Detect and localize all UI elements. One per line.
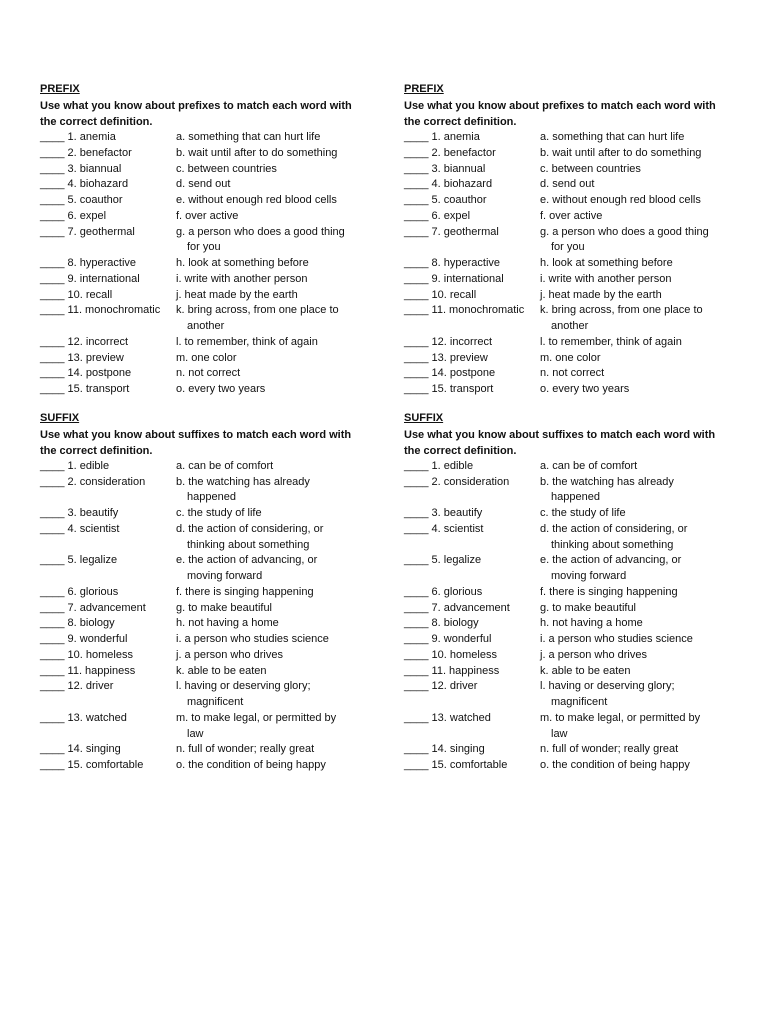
match-row	[40, 522, 370, 554]
match-row	[404, 162, 734, 178]
match-word: ____ 9. international	[404, 272, 504, 285]
match-row	[40, 475, 370, 507]
match-row	[404, 616, 734, 632]
definition-line: o. every two years	[176, 383, 266, 395]
match-word: ____ 15. transport	[404, 383, 494, 395]
definition-line: k. able to be eaten	[176, 664, 267, 677]
match-row	[40, 553, 370, 585]
match-word: ____ 1. edible	[404, 459, 474, 472]
match-row	[404, 553, 734, 585]
section-title: SUFFIX	[404, 411, 444, 424]
match-row	[404, 632, 734, 648]
definition-line: j. heat made by the earth	[176, 288, 298, 301]
match-word: ____ 8. hyperactive	[40, 257, 137, 269]
match-definition	[540, 742, 730, 758]
match-row	[404, 506, 734, 522]
match-definition	[176, 506, 366, 522]
match-word: ____ 6. expel	[404, 209, 471, 222]
definition-line: n. full of wonder; really great	[176, 743, 315, 756]
match-definition	[540, 585, 730, 601]
matching-section-prefix	[40, 82, 370, 398]
match-row	[40, 506, 370, 522]
definition-line: happened	[551, 491, 600, 504]
match-row	[40, 288, 370, 304]
match-definition	[176, 303, 366, 335]
definition-line: l. to remember, think of again	[540, 335, 682, 348]
definition-line: h. look at something before	[540, 257, 673, 269]
match-word: ____ 12. driver	[404, 680, 478, 693]
match-word: ____ 11. monochromatic	[40, 304, 161, 317]
definition-line: moving forward	[187, 570, 263, 582]
match-definition	[176, 679, 366, 711]
definition-line: c. between countries	[540, 162, 641, 175]
definition-line: k. able to be eaten	[540, 664, 631, 677]
match-row	[404, 225, 734, 257]
definition-line: happened	[187, 491, 236, 504]
definition-line: a. can be of comfort	[176, 459, 274, 472]
match-definition	[176, 162, 366, 178]
match-word: ____ 10. recall	[404, 288, 477, 301]
match-word: ____ 5. coauthor	[404, 194, 487, 206]
definition-line: h. not having a home	[176, 617, 279, 630]
match-row	[404, 177, 734, 193]
match-definition	[176, 351, 366, 367]
match-word: ____ 12. incorrect	[40, 335, 129, 348]
match-definition	[540, 366, 730, 382]
match-word: ____ 15. comfortable	[404, 759, 508, 771]
match-word: ____ 9. wonderful	[404, 633, 492, 645]
match-definition	[540, 522, 730, 554]
match-word: ____ 4. biohazard	[404, 178, 493, 191]
match-row	[404, 272, 734, 288]
match-word: ____ 15. comfortable	[40, 759, 144, 771]
match-word: ____ 12. incorrect	[404, 335, 493, 348]
match-definition	[540, 225, 730, 257]
match-definition	[176, 256, 366, 272]
section-title: PREFIX	[40, 83, 80, 95]
match-row	[40, 130, 370, 146]
match-definition	[176, 742, 366, 758]
definition-line: law	[551, 727, 568, 740]
match-row	[404, 459, 734, 475]
match-row	[40, 382, 370, 398]
definition-line: g. to make beautiful	[540, 601, 637, 614]
match-row	[40, 162, 370, 178]
match-definition	[176, 146, 366, 162]
match-word: ____ 5. coauthor	[40, 194, 123, 206]
match-row	[404, 351, 734, 367]
match-definition	[540, 193, 730, 209]
match-word: ____ 8. hyperactive	[404, 257, 501, 269]
match-row	[40, 366, 370, 382]
match-definition	[176, 648, 366, 664]
match-word: ____ 2. consideration	[40, 475, 146, 488]
worksheet-column-left	[40, 82, 370, 787]
definition-line: d. the action of considering, or	[540, 522, 688, 535]
match-definition	[176, 522, 366, 554]
match-word: ____ 14. singing	[40, 743, 121, 756]
match-definition	[540, 632, 730, 648]
match-row	[40, 225, 370, 257]
match-row	[40, 272, 370, 288]
match-definition	[176, 193, 366, 209]
match-row	[404, 256, 734, 272]
match-word: ____ 10. homeless	[40, 648, 133, 661]
match-word: ____ 7. advancement	[404, 601, 510, 614]
definition-line: o. every two years	[540, 383, 630, 395]
definition-line: moving forward	[551, 570, 627, 582]
match-definition	[540, 679, 730, 711]
definition-line: g. to make beautiful	[176, 601, 273, 614]
match-word: ____ 1. anemia	[40, 131, 116, 143]
match-row	[404, 303, 734, 335]
match-definition	[540, 382, 730, 398]
match-row	[40, 742, 370, 758]
match-definition	[176, 585, 366, 601]
definition-line: i. write with another person	[176, 272, 308, 285]
match-row	[40, 303, 370, 335]
match-row	[404, 209, 734, 225]
match-definition	[540, 177, 730, 193]
definition-line: f. there is singing happening	[540, 585, 678, 598]
definition-line: l. to remember, think of again	[176, 335, 318, 348]
match-definition	[540, 758, 730, 774]
definition-line: m. one color	[540, 351, 601, 364]
definition-line: j. a person who drives	[176, 648, 283, 661]
matching-section-suffix	[40, 411, 370, 774]
match-definition	[540, 209, 730, 225]
matching-section-suffix	[404, 411, 734, 774]
match-row	[404, 679, 734, 711]
match-word: ____ 3. beautify	[404, 507, 483, 519]
match-definition	[540, 648, 730, 664]
definition-line: e. without enough red blood cells	[540, 194, 701, 206]
match-word: ____ 11. monochromatic	[404, 304, 525, 317]
definition-line: b. wait until after to do something	[540, 146, 702, 159]
definition-line: b. the watching has already	[176, 475, 310, 488]
definition-line: law	[187, 727, 204, 740]
match-definition	[540, 130, 730, 146]
match-row	[40, 711, 370, 743]
match-row	[404, 585, 734, 601]
match-word: ____ 6. glorious	[404, 585, 483, 598]
match-word: ____ 11. happiness	[404, 664, 500, 677]
match-row	[40, 335, 370, 351]
match-row	[40, 664, 370, 680]
match-row	[40, 616, 370, 632]
match-row	[404, 130, 734, 146]
match-row	[40, 256, 370, 272]
definition-line: thinking about something	[187, 538, 310, 551]
match-row	[40, 146, 370, 162]
definition-line: i. write with another person	[540, 272, 672, 285]
match-word: ____ 14. singing	[404, 743, 485, 756]
section-instructions: Use what you know about suffixes to match each word with the correct definition.	[40, 428, 352, 457]
match-definition	[176, 209, 366, 225]
match-word: ____ 5. legalize	[40, 554, 118, 567]
definition-line: for you	[187, 241, 221, 254]
definition-line: magnificent	[187, 696, 244, 708]
definition-line: for you	[551, 241, 585, 254]
definition-line: c. the study of life	[176, 507, 262, 519]
match-definition	[176, 382, 366, 398]
match-word: ____ 5. legalize	[404, 554, 482, 567]
match-definition	[540, 335, 730, 351]
definition-line: c. between countries	[176, 162, 277, 175]
match-word: ____ 9. wonderful	[40, 633, 128, 645]
match-row	[40, 758, 370, 774]
match-word: ____ 11. happiness	[40, 664, 136, 677]
match-word: ____ 2. benefactor	[40, 146, 132, 159]
definition-line: a. can be of comfort	[540, 459, 638, 472]
match-definition	[176, 664, 366, 680]
definition-line: b. the watching has already	[540, 475, 674, 488]
match-row	[404, 522, 734, 554]
definition-line: j. heat made by the earth	[540, 288, 662, 301]
match-word: ____ 3. biannual	[40, 162, 122, 175]
definition-line: a. something that can hurt life	[176, 131, 321, 143]
definition-line: h. not having a home	[540, 617, 643, 630]
match-word: ____ 1. edible	[40, 459, 110, 472]
definition-line: m. one color	[176, 351, 237, 364]
match-row	[40, 459, 370, 475]
match-row	[404, 601, 734, 617]
match-word: ____ 7. advancement	[40, 601, 146, 614]
section-title: PREFIX	[404, 83, 444, 95]
match-definition	[176, 711, 366, 743]
definition-line: magnificent	[551, 696, 608, 708]
definition-line: l. having or deserving glory;	[176, 680, 311, 693]
definition-line: k. bring across, from one place to	[540, 304, 703, 317]
match-definition	[176, 130, 366, 146]
match-word: ____ 14. postpone	[404, 367, 496, 380]
definition-line: another	[187, 320, 225, 332]
match-row	[404, 193, 734, 209]
definition-line: thinking about something	[551, 538, 674, 551]
match-definition	[540, 601, 730, 617]
match-definition	[176, 459, 366, 475]
match-row	[404, 288, 734, 304]
definition-line: m. to make legal, or permitted by	[176, 711, 337, 724]
match-word: ____ 4. scientist	[40, 522, 120, 535]
match-row	[40, 193, 370, 209]
section-instructions: Use what you know about prefixes to match each word with the correct definition.	[40, 100, 352, 128]
match-word: ____ 3. biannual	[404, 162, 486, 175]
definition-line: n. not correct	[176, 367, 241, 380]
match-row	[40, 679, 370, 711]
match-row	[404, 758, 734, 774]
match-row	[404, 664, 734, 680]
match-definition	[176, 177, 366, 193]
match-row	[404, 335, 734, 351]
definition-line: g. a person who does a good thing	[176, 225, 345, 238]
match-row	[404, 366, 734, 382]
match-definition	[540, 553, 730, 585]
match-word: ____ 13. preview	[404, 351, 488, 364]
definition-line: f. over active	[540, 209, 603, 222]
match-word: ____ 15. transport	[40, 383, 130, 395]
definition-line: b. wait until after to do something	[176, 146, 338, 159]
match-row	[404, 711, 734, 743]
worksheet-column-right	[404, 82, 734, 787]
definition-line: d. the action of considering, or	[176, 522, 324, 535]
match-word: ____ 7. geothermal	[40, 225, 135, 238]
section-instructions: Use what you know about suffixes to match each word with the correct definition.	[404, 428, 716, 457]
match-definition	[540, 616, 730, 632]
match-word: ____ 2. benefactor	[404, 146, 496, 159]
match-row	[404, 146, 734, 162]
match-word: ____ 10. homeless	[404, 648, 497, 661]
definition-line: k. bring across, from one place to	[176, 304, 339, 317]
match-word: ____ 1. anemia	[404, 131, 480, 143]
definition-line: l. having or deserving glory;	[540, 680, 675, 693]
match-row	[404, 648, 734, 664]
match-row	[40, 177, 370, 193]
match-definition	[176, 272, 366, 288]
match-word: ____ 6. glorious	[40, 585, 119, 598]
matching-section-prefix	[404, 82, 734, 398]
definition-line: n. full of wonder; really great	[540, 743, 679, 756]
match-definition	[540, 351, 730, 367]
definition-line: f. over active	[176, 209, 239, 222]
match-definition	[176, 225, 366, 257]
section-title: SUFFIX	[40, 411, 80, 424]
match-row	[40, 601, 370, 617]
definition-line: o. the condition of being happy	[540, 759, 690, 771]
match-definition	[540, 664, 730, 680]
match-definition	[540, 711, 730, 743]
match-definition	[540, 256, 730, 272]
definition-line: h. look at something before	[176, 257, 309, 269]
match-definition	[176, 366, 366, 382]
definition-line: e. the action of advancing, or	[540, 554, 682, 567]
match-word: ____ 8. biology	[40, 617, 115, 630]
match-definition	[540, 506, 730, 522]
match-word: ____ 8. biology	[404, 617, 479, 630]
definition-line: o. the condition of being happy	[176, 759, 326, 771]
match-definition	[540, 146, 730, 162]
match-row	[40, 585, 370, 601]
match-definition	[176, 632, 366, 648]
match-word: ____ 12. driver	[40, 680, 114, 693]
match-word: ____ 13. watched	[40, 711, 127, 724]
match-definition	[176, 335, 366, 351]
definition-line: e. the action of advancing, or	[176, 554, 318, 567]
match-word: ____ 9. international	[40, 272, 140, 285]
match-definition	[176, 758, 366, 774]
match-row	[40, 209, 370, 225]
definition-line: c. the study of life	[540, 507, 626, 519]
match-word: ____ 7. geothermal	[404, 225, 499, 238]
match-row	[40, 351, 370, 367]
match-definition	[540, 475, 730, 507]
match-row	[404, 475, 734, 507]
match-word: ____ 4. biohazard	[40, 178, 129, 191]
match-row	[40, 648, 370, 664]
match-word: ____ 3. beautify	[40, 507, 119, 519]
definition-line: d. send out	[540, 178, 595, 191]
match-word: ____ 6. expel	[40, 209, 107, 222]
match-definition	[176, 288, 366, 304]
match-definition	[540, 303, 730, 335]
match-word: ____ 14. postpone	[40, 367, 132, 380]
match-definition	[540, 272, 730, 288]
match-row	[404, 742, 734, 758]
match-definition	[540, 459, 730, 475]
match-word: ____ 10. recall	[40, 288, 113, 301]
definition-line: e. without enough red blood cells	[176, 194, 337, 206]
definition-line: m. to make legal, or permitted by	[540, 711, 701, 724]
match-word: ____ 2. consideration	[404, 475, 510, 488]
match-word: ____ 13. watched	[404, 711, 491, 724]
definition-line: f. there is singing happening	[176, 585, 314, 598]
match-definition	[176, 553, 366, 585]
definition-line: another	[551, 320, 589, 332]
match-definition	[540, 288, 730, 304]
match-row	[404, 382, 734, 398]
match-definition	[176, 616, 366, 632]
match-definition	[176, 475, 366, 507]
definition-line: i. a person who studies science	[176, 633, 329, 645]
match-word: ____ 13. preview	[40, 351, 124, 364]
section-instructions: Use what you know about prefixes to match each word with the correct definition.	[404, 100, 716, 128]
definition-line: j. a person who drives	[540, 648, 647, 661]
match-word: ____ 4. scientist	[404, 522, 484, 535]
definition-line: d. send out	[176, 178, 231, 191]
definition-line: g. a person who does a good thing	[540, 225, 709, 238]
match-definition	[176, 601, 366, 617]
match-definition	[540, 162, 730, 178]
definition-line: a. something that can hurt life	[540, 131, 685, 143]
match-row	[40, 632, 370, 648]
definition-line: n. not correct	[540, 367, 605, 380]
definition-line: i. a person who studies science	[540, 633, 693, 645]
